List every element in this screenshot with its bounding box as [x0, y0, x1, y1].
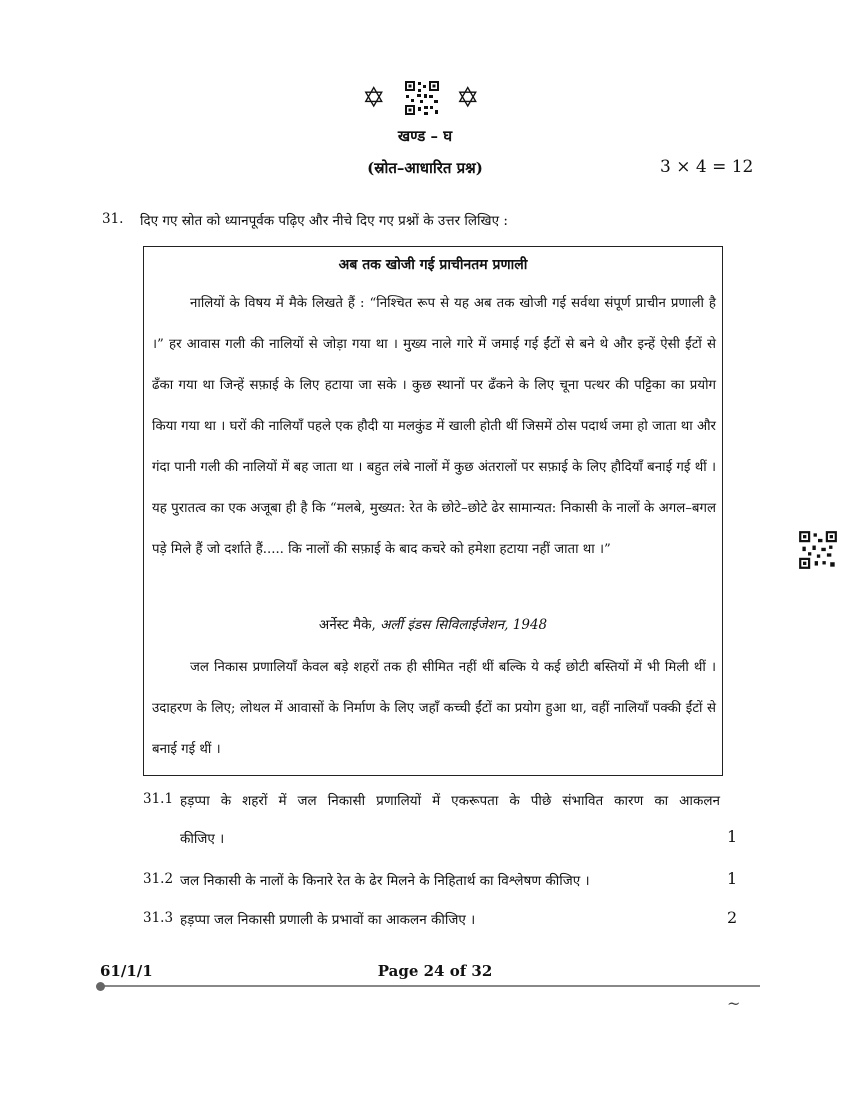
page-number: Page 24 of 32 [377, 962, 493, 980]
attribution-work: अर्ली इंडस सिविलाईजेशन, 1948 [380, 617, 548, 633]
subquestion-marks: 1 [727, 869, 738, 888]
footer-tilde: ~ [727, 994, 741, 1013]
subquestion-number: 31.2 [143, 871, 174, 887]
question-number: 31. [102, 211, 124, 227]
star-of-david-icon: ✡ [362, 81, 386, 114]
source-attribution [144, 615, 722, 633]
source-title: अब तक खोजी गई प्राचीनतम प्रणाली [338, 257, 528, 273]
paper-code: 61/1/1 [100, 962, 153, 980]
subquestion-number: 31.3 [143, 910, 174, 926]
subquestion-text: हड़प्पा जल निकासी प्रणाली के प्रभावों का आकलन कीजिए । [180, 912, 476, 928]
side-qr-code-icon [798, 530, 838, 570]
subquestion-text: हड़प्पा के शहरों में जल निकासी प्रणालियों में एकरूपता के पीछे संभावित कारण का आकलन [180, 793, 720, 809]
star-of-david-icon: ✡ [456, 81, 480, 114]
question-instruction: दिए गए स्रोत को ध्यानपूर्वक पढ़िए और नीचे दिए गए प्रश्नों के उत्तर लिखिए : [140, 213, 508, 229]
source-paragraph-2: जल निकास प्रणालियाँ केवल बड़े शहरों तक ही सीमित नहीं थीं बल्कि ये कई छोटी बस्तियों में भी मिली थीं । उदाहरण के लिए; लोथल में आवासों के निर्माण के लिए जहाँ कच्ची ईंटों का प्रयोग हुआ था, वहीं नालियाँ पक्की ईंटों से बनाई गई थीं । [152, 660, 716, 757]
subquestion-marks: 2 [727, 908, 738, 927]
subquestion-text: जल निकासी के नालों के किनारे रेत के ढेर मिलने के निहितार्थ का विश्लेषण कीजिए । [180, 873, 590, 889]
footer-dot [96, 982, 105, 991]
footer-divider [100, 985, 760, 987]
source-paragraph-1: नालियों के विषय में मैके लिखते हैं : “निश्चित रूप से यह अब तक खोजी गई सर्वथा संपूर्ण प्राचीन प्रणाली है ।” हर आवास गली की नालियों से जोड़ा गया था । मुख्य नाले गारे में जमाई गई ईंटों से बने थे और इन्हें ऐसी ईंटों से ढँका गया था जिन्हें सफ़ाई के लिए हटाया जा सके । कुछ स्थानों पर ढँकने के लिए चूना पत्थर की पट्टिका का प्रयोग किया गया था । घरों की नालियाँ पहले एक हौदी या मलकुंड में खाली होती थीं जिसमें ठोस पदार्थ जमा हो जाता था और गंदा पानी गली की नालियों में बह जाता था । बहुत लंबे नालों में कुछ अंतरालों पर सफ़ाई के लिए हौदियाँ बनाई गई थीं । यह पुरातत्व का एक अजूबा ही है कि “मलबे, मुख्यत: रेत के छोटे–छोटे ढेर सामान्यत: निकासी के नालों के अगल–बगल पड़े मिले हैं जो दर्शाते हैं..... कि नालों की सफ़ाई के बाद कचरे को हमेशा हटाया नहीं जाता था ।” [152, 296, 716, 557]
qr-code-icon [404, 80, 440, 116]
section-marks: 3 × 4 = 12 [660, 157, 754, 177]
subquestion-number: 31.1 [143, 791, 174, 807]
subquestion-marks: 1 [727, 827, 738, 846]
section-title: खण्ड – घ [397, 127, 453, 145]
section-subtitle: (स्रोत–आधारित प्रश्न) [367, 159, 483, 177]
source-box [143, 246, 723, 776]
subquestion-text-continued: कीजिए । [180, 831, 225, 847]
attribution-author: अर्नेस्ट मैके, [318, 617, 376, 633]
